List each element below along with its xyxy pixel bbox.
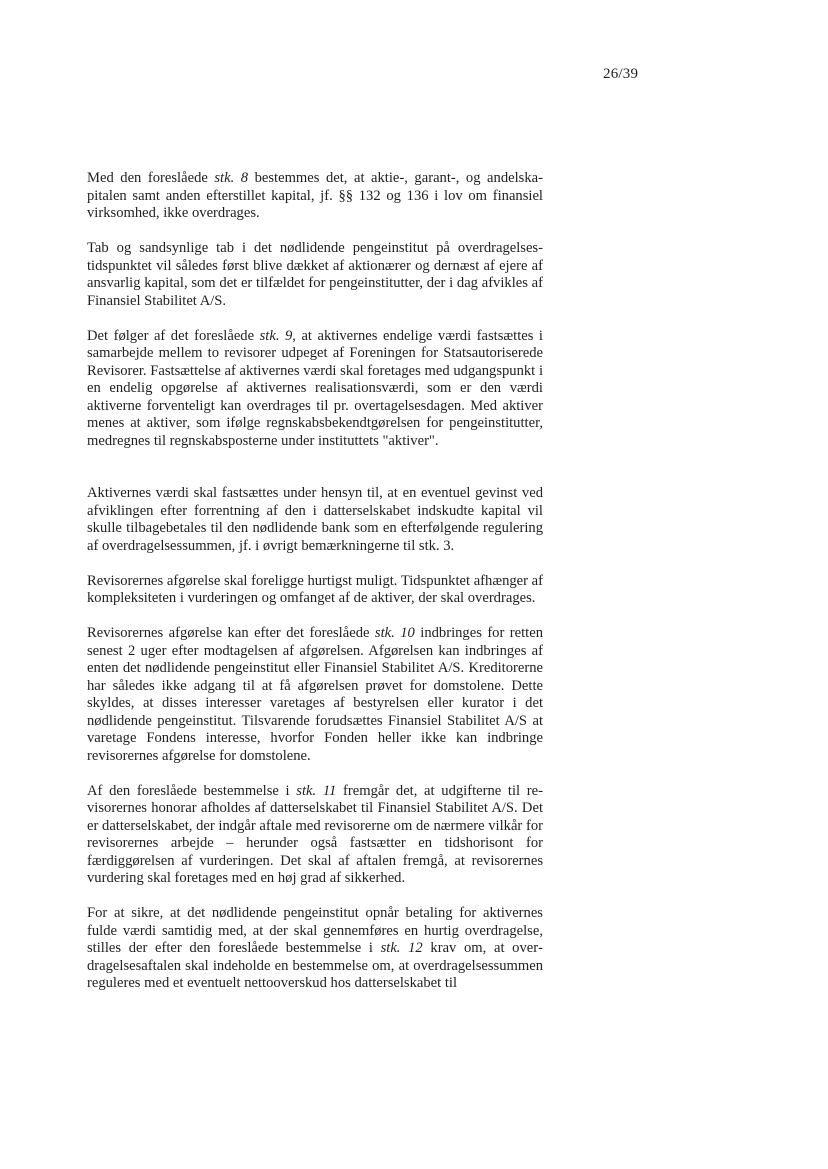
paragraph-text: , at aktivernes endelige værdi fastsættes i samarbejde mellem to revisorer udpeget af Foreningen for Statsautoriserede Revisorer. Fastsættelse af aktivernes værdi skal foretages med udgangspunkt i en endelig opgørelse af aktivernes realisationsværdi, som er den værdi aktiverne forventeligt kan overdrages til pr. overtagelsesdagen. Med aktiver menes at aktiver, som ifølge regnskabsbekendtgørelsen for pengeinstitutter, medregnes til regnskabsposterne under instituttets "aktiver". (87, 327, 543, 449)
paragraph-text: Revisorernes afgørelse skal foreligge hurtigst muligt. Tidspunktet afhænger af kompleksiteten i vurderingen og omfanget af de aktiver, der skal overdrages. (87, 572, 543, 606)
paragraph-text: krav om, at overdragelsesaftalen skal indeholde en bestemmelse om, at overdragelsessummen reguleres med et eventuelt nettooverskud hos datterselskabet til (87, 940, 543, 991)
paragraph-stk-12 (87, 905, 543, 993)
paragraph-text: bestemmes det, at aktie-, garant-, og andelskapitalen samt anden efterstillet kapital, jf. §§ 132 og 136 i lov om finansiel virksomhed, ikke overdrages. (87, 170, 543, 221)
paragraph-stk-11 (87, 783, 543, 888)
paragraph-losses (87, 240, 543, 310)
paragraph-text: Af den foreslåede bestemmelse i (87, 782, 297, 799)
paragraph-text: Revisorernes afgørelse kan efter det foreslåede (87, 625, 375, 641)
page-number: 26/39 (603, 66, 639, 82)
paragraph-text: indbringes for retten senest 2 uger efter modtagelsen af afgørelsen. Afgørelsen kan indbringes af enten det nødlidende pengeinstitut eller Finansiel Stabilitet A/S. Kreditorerne har således ikke adgang til at få afgørelsen prøvet for domstolene. Dette skyldes, at disses interesser varetages af bestyrelsen eller kurator i det nødlidende pengeinstitut. Tilsvarende forudsættes Finansiel Stabilitet A/S at varetage Fondens interesse, hvorfor Fonden heller ikke kan indbringe revisorernes afgørelse for domstolene. (87, 625, 544, 764)
paragraph-stk-9 (87, 328, 543, 451)
paragraph-stk-10 (87, 625, 543, 765)
paragraph-text: Det følger af det foreslåede (87, 327, 260, 344)
section-reference: stk. 9 (259, 327, 293, 344)
section-reference: stk. 12 (380, 940, 423, 956)
paragraph-text: For at sikre, at det nødlidende pengeinstitut opnår betaling for aktivernes fulde værdi samtidig med, at der skal gennemføres en hurtig overdragelse, stilles der efter den foreslåede bestemmelse i (87, 905, 543, 956)
section-reference: stk. 10 (374, 625, 415, 641)
section-reference: stk. 11 (296, 782, 337, 799)
paragraph-text: fremgår det, at udgifterne til revisorernes honorar afholdes af datterselskabet til Finansiel Stabilitet A/S. Det er datterselskabet, der indgår aftale med revisorerne om de nærmere vilkår for revisorernes arbejde – herunder også fastsætter en tidshorisont for færdiggørelsen af vurderingen. Det skal af aftalen fremgå, at revisorernes vurdering skal foretages med en høj grad af sikkerhed. (87, 782, 543, 886)
paragraph-text: Aktivernes værdi skal fastsættes under hensyn til, at en eventuel gevinst ved afviklingen efter forrentning af den i datterselskabet indskudte kapital vil skulle tilbagebetales til den nødlidende bank som en efterfølgende regulering af overdragelsessummen, jf. i øvrigt bemærkningerne til stk. 3. (87, 485, 543, 554)
paragraph-auditor-decision (87, 573, 543, 608)
document-body (87, 170, 543, 993)
paragraph-text: Med den foreslåede (87, 170, 215, 186)
paragraph-text: Tab og sandsynlige tab i det nødlidende pengeinstitut på overdragelsestidspunktet vil således først blive dækket af aktionærer og dernæst af ejere af ansvarlig kapital, som det er tilfældet for pengeinstitutter, der i dag afvikles af Finansiel Stabilitet A/S. (87, 240, 543, 309)
paragraph-asset-value (87, 485, 543, 555)
section-reference: stk. 8 (214, 170, 249, 186)
paragraph-stk-8 (87, 170, 543, 223)
